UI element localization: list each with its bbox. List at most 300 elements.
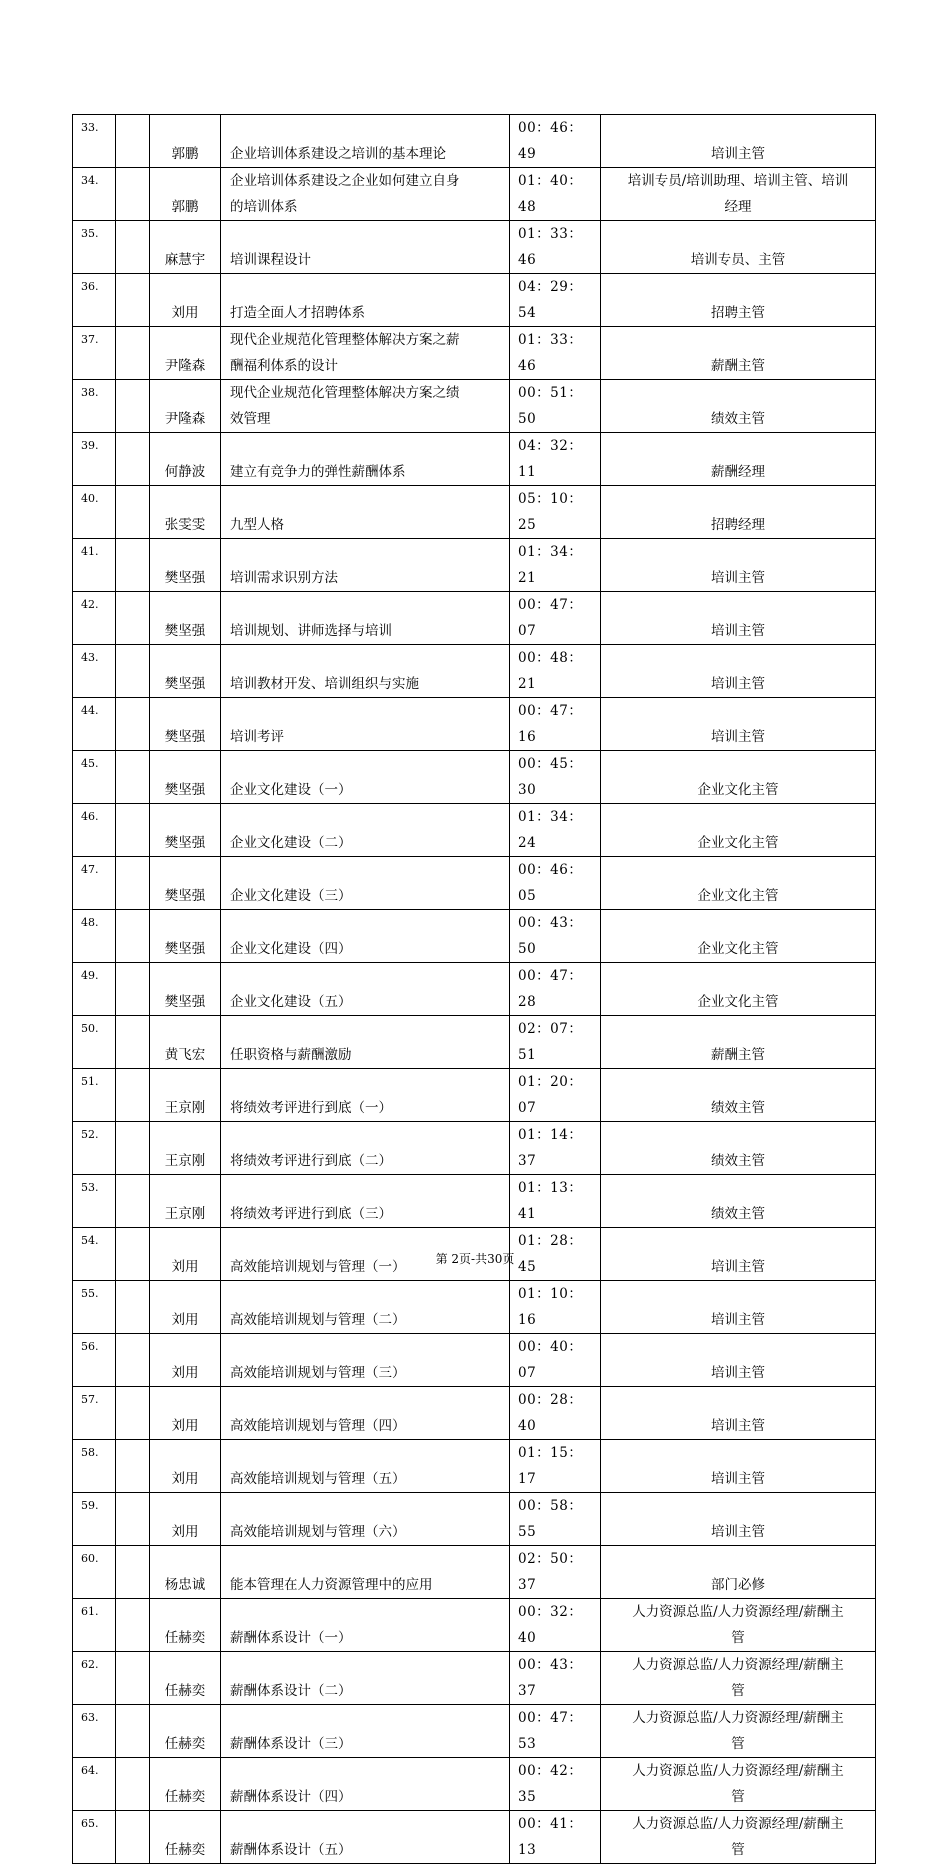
row-number: 35. [73, 221, 116, 274]
target-audience [601, 1016, 876, 1069]
table-row [73, 1811, 876, 1864]
course-duration: 01：28：45 [510, 1228, 601, 1281]
target-audience-line: 培训主管 [711, 1259, 765, 1275]
course-title-line: 现代企业规范化管理整体解决方案之绩 [230, 385, 460, 401]
course-title [221, 1493, 510, 1546]
target-audience-line: 培训主管 [711, 623, 765, 639]
course-title-line: 薪酬体系设计（四） [230, 1789, 352, 1805]
table-row [73, 115, 876, 168]
course-title-line: 九型人格 [230, 517, 284, 533]
lecturer-name: 任赫奕 [150, 1811, 221, 1864]
target-audience [601, 1387, 876, 1440]
course-title [221, 1069, 510, 1122]
target-audience [601, 645, 876, 698]
course-title-line: 薪酬体系设计（三） [230, 1736, 352, 1752]
target-audience [601, 1175, 876, 1228]
table-row [73, 1652, 876, 1705]
course-title [221, 1546, 510, 1599]
row-number: 56. [73, 1334, 116, 1387]
course-title [221, 804, 510, 857]
lecturer-name: 麻慧宇 [150, 221, 221, 274]
blank-cell [116, 1493, 150, 1546]
course-title-line: 企业培训体系建设之培训的基本理论 [230, 146, 446, 162]
target-audience-line: 培训主管 [711, 676, 765, 692]
course-title [221, 1599, 510, 1652]
target-audience-line: 绩效主管 [711, 1100, 765, 1116]
target-audience [601, 1758, 876, 1811]
table-row [73, 1281, 876, 1334]
course-duration: 04：32：11 [510, 433, 601, 486]
row-number: 58. [73, 1440, 116, 1493]
target-audience-line: 培训主管 [711, 1524, 765, 1540]
lecturer-name: 任赫奕 [150, 1652, 221, 1705]
blank-cell [116, 857, 150, 910]
row-number: 34. [73, 168, 116, 221]
table-row [73, 1493, 876, 1546]
blank-cell [116, 380, 150, 433]
course-duration: 05：10：25 [510, 486, 601, 539]
blank-cell [116, 645, 150, 698]
course-title [221, 1387, 510, 1440]
course-title-line: 打造全面人才招聘体系 [230, 305, 365, 321]
target-audience-line: 薪酬主管 [711, 358, 765, 374]
course-title [221, 1440, 510, 1493]
target-audience-line: 部门必修 [711, 1577, 765, 1593]
row-number: 44. [73, 698, 116, 751]
target-audience-line: 培训主管 [711, 570, 765, 586]
row-number: 33. [73, 115, 116, 168]
course-duration: 00：47：53 [510, 1705, 601, 1758]
target-audience [601, 168, 876, 221]
course-title [221, 645, 510, 698]
target-audience-line: 绩效主管 [711, 411, 765, 427]
course-title-line: 将绩效考评进行到底（三） [230, 1206, 392, 1222]
target-audience [601, 274, 876, 327]
blank-cell [116, 433, 150, 486]
row-number: 53. [73, 1175, 116, 1228]
target-audience [601, 486, 876, 539]
row-number: 40. [73, 486, 116, 539]
lecturer-name: 杨忠诚 [150, 1546, 221, 1599]
target-audience [601, 1493, 876, 1546]
target-audience-line: 经理 [724, 199, 752, 215]
course-title [221, 486, 510, 539]
course-duration: 00：42：35 [510, 1758, 601, 1811]
target-audience-line: 培训主管 [711, 1365, 765, 1381]
course-title-line: 高效能培训规划与管理（一） [230, 1259, 406, 1275]
blank-cell [116, 592, 150, 645]
table-row [73, 751, 876, 804]
target-audience [601, 1599, 876, 1652]
lecturer-name: 樊坚强 [150, 751, 221, 804]
target-audience-line: 绩效主管 [711, 1153, 765, 1169]
course-duration: 00：47：16 [510, 698, 601, 751]
target-audience [601, 963, 876, 1016]
course-title-line: 薪酬体系设计（二） [230, 1683, 352, 1699]
lecturer-name: 樊坚强 [150, 645, 221, 698]
row-number: 57. [73, 1387, 116, 1440]
course-duration: 00：32：40 [510, 1599, 601, 1652]
course-duration: 00：41：13 [510, 1811, 601, 1864]
target-audience [601, 1069, 876, 1122]
table-row [73, 804, 876, 857]
course-duration: 00：51：50 [510, 380, 601, 433]
table-row [73, 1122, 876, 1175]
lecturer-name: 刘用 [150, 1387, 221, 1440]
target-audience-line: 薪酬经理 [711, 464, 765, 480]
course-title-line: 企业文化建设（五） [230, 994, 352, 1010]
target-audience-line: 管 [731, 1842, 745, 1858]
course-title-line: 培训需求识别方法 [230, 570, 338, 586]
row-number: 46. [73, 804, 116, 857]
lecturer-name: 樊坚强 [150, 539, 221, 592]
course-duration: 01：13：41 [510, 1175, 601, 1228]
table-row [73, 1016, 876, 1069]
row-number: 50. [73, 1016, 116, 1069]
target-audience [601, 592, 876, 645]
target-audience [601, 751, 876, 804]
course-title [221, 1334, 510, 1387]
course-title [221, 1122, 510, 1175]
target-audience [601, 115, 876, 168]
course-title [221, 327, 510, 380]
row-number: 55. [73, 1281, 116, 1334]
table-row [73, 221, 876, 274]
blank-cell [116, 1652, 150, 1705]
course-title [221, 221, 510, 274]
course-title-line: 的培训体系 [230, 199, 298, 215]
course-table [72, 114, 876, 1864]
blank-cell [116, 274, 150, 327]
row-number: 37. [73, 327, 116, 380]
target-audience [601, 1281, 876, 1334]
blank-cell [116, 1281, 150, 1334]
lecturer-name: 刘用 [150, 1228, 221, 1281]
row-number: 49. [73, 963, 116, 1016]
table-row [73, 486, 876, 539]
target-audience-line: 培训主管 [711, 1312, 765, 1328]
course-title-line: 任职资格与薪酬激励 [230, 1047, 352, 1063]
lecturer-name: 尹隆森 [150, 380, 221, 433]
target-audience-line: 薪酬主管 [711, 1047, 765, 1063]
course-title [221, 751, 510, 804]
target-audience-line: 管 [731, 1736, 745, 1752]
course-title-line: 将绩效考评进行到底（一） [230, 1100, 392, 1116]
target-audience [601, 857, 876, 910]
table-row [73, 1705, 876, 1758]
course-title-line: 培训规划、讲师选择与培训 [230, 623, 392, 639]
target-audience [601, 804, 876, 857]
row-number: 51. [73, 1069, 116, 1122]
target-audience-line: 企业文化主管 [697, 994, 779, 1010]
blank-cell [116, 1440, 150, 1493]
course-duration: 01：40：48 [510, 168, 601, 221]
course-duration: 00：40：07 [510, 1334, 601, 1387]
course-title [221, 1175, 510, 1228]
course-title-line: 培训课程设计 [230, 252, 311, 268]
course-title-line: 将绩效考评进行到底（二） [230, 1153, 392, 1169]
course-duration: 01：20：07 [510, 1069, 601, 1122]
course-duration: 01：34：21 [510, 539, 601, 592]
target-audience [601, 698, 876, 751]
blank-cell [116, 115, 150, 168]
course-duration: 01：15：17 [510, 1440, 601, 1493]
course-title [221, 380, 510, 433]
lecturer-name: 王京刚 [150, 1175, 221, 1228]
target-audience-line: 绩效主管 [711, 1206, 765, 1222]
blank-cell [116, 168, 150, 221]
course-title-line: 能本管理在人力资源管理中的应用 [230, 1577, 433, 1593]
course-title [221, 1811, 510, 1864]
table-row [73, 1546, 876, 1599]
target-audience [601, 539, 876, 592]
course-duration: 00：28：40 [510, 1387, 601, 1440]
table-row [73, 645, 876, 698]
blank-cell [116, 1546, 150, 1599]
course-title-line: 效管理 [230, 411, 271, 427]
target-audience-line: 人力资源总监/人力资源经理/薪酬主 [632, 1604, 844, 1620]
lecturer-name: 樊坚强 [150, 857, 221, 910]
target-audience-line: 培训主管 [711, 1471, 765, 1487]
course-title-line: 企业文化建设（一） [230, 782, 352, 798]
lecturer-name: 黄飞宏 [150, 1016, 221, 1069]
course-duration: 01：33：46 [510, 327, 601, 380]
lecturer-name: 樊坚强 [150, 963, 221, 1016]
target-audience [601, 910, 876, 963]
blank-cell [116, 1069, 150, 1122]
course-title-line: 企业文化建设（四） [230, 941, 352, 957]
blank-cell [116, 751, 150, 804]
table-row [73, 1758, 876, 1811]
row-number: 64. [73, 1758, 116, 1811]
course-duration: 02：07：51 [510, 1016, 601, 1069]
target-audience-line: 招聘主管 [711, 305, 765, 321]
row-number: 47. [73, 857, 116, 910]
row-number: 60. [73, 1546, 116, 1599]
row-number: 52. [73, 1122, 116, 1175]
table-row [73, 698, 876, 751]
course-title [221, 857, 510, 910]
blank-cell [116, 327, 150, 380]
lecturer-name: 张雯雯 [150, 486, 221, 539]
target-audience [601, 1440, 876, 1493]
page-footer: 第 2页-共30页 [435, 1252, 515, 1266]
course-title [221, 1758, 510, 1811]
target-audience-line: 企业文化主管 [697, 888, 779, 904]
course-duration: 00：45：30 [510, 751, 601, 804]
course-title-line: 高效能培训规划与管理（三） [230, 1365, 406, 1381]
target-audience-line: 企业文化主管 [697, 835, 779, 851]
course-duration: 00：46：49 [510, 115, 601, 168]
target-audience [601, 380, 876, 433]
course-title [221, 274, 510, 327]
blank-cell [116, 486, 150, 539]
row-number: 38. [73, 380, 116, 433]
target-audience [601, 1122, 876, 1175]
lecturer-name: 刘用 [150, 1440, 221, 1493]
target-audience [601, 1546, 876, 1599]
course-title-line: 现代企业规范化管理整体解决方案之薪 [230, 332, 460, 348]
course-title [221, 1016, 510, 1069]
blank-cell [116, 804, 150, 857]
course-title-line: 高效能培训规划与管理（六） [230, 1524, 406, 1540]
lecturer-name: 郭鹏 [150, 168, 221, 221]
blank-cell [116, 539, 150, 592]
lecturer-name: 樊坚强 [150, 910, 221, 963]
row-number: 48. [73, 910, 116, 963]
course-title [221, 115, 510, 168]
course-duration: 00：47：28 [510, 963, 601, 1016]
target-audience-line: 人力资源总监/人力资源经理/薪酬主 [632, 1710, 844, 1726]
blank-cell [116, 910, 150, 963]
target-audience-line: 人力资源总监/人力资源经理/薪酬主 [632, 1816, 844, 1832]
course-duration: 01：33：46 [510, 221, 601, 274]
table-row [73, 910, 876, 963]
row-number: 65. [73, 1811, 116, 1864]
course-title-line: 培训教材开发、培训组织与实施 [230, 676, 419, 692]
table-row [73, 1175, 876, 1228]
lecturer-name: 任赫奕 [150, 1705, 221, 1758]
course-title [221, 910, 510, 963]
row-number: 61. [73, 1599, 116, 1652]
course-duration: 02：50：37 [510, 1546, 601, 1599]
target-audience-line: 管 [731, 1630, 745, 1646]
course-title-line: 高效能培训规划与管理（二） [230, 1312, 406, 1328]
blank-cell [116, 1705, 150, 1758]
course-duration: 00：43：50 [510, 910, 601, 963]
target-audience-line: 培训专员/培训助理、培训主管、培训 [627, 173, 849, 189]
blank-cell [116, 221, 150, 274]
table-row [73, 327, 876, 380]
blank-cell [116, 1811, 150, 1864]
table-row [73, 1387, 876, 1440]
blank-cell [116, 963, 150, 1016]
table-row [73, 857, 876, 910]
target-audience-line: 培训主管 [711, 729, 765, 745]
course-title-line: 高效能培训规划与管理（五） [230, 1471, 406, 1487]
course-title [221, 433, 510, 486]
course-duration: 00：43：37 [510, 1652, 601, 1705]
table-row [73, 1069, 876, 1122]
row-number: 42. [73, 592, 116, 645]
lecturer-name: 樊坚强 [150, 592, 221, 645]
course-title [221, 1705, 510, 1758]
target-audience-line: 招聘经理 [711, 517, 765, 533]
table-row [73, 1440, 876, 1493]
row-number: 43. [73, 645, 116, 698]
table-row [73, 380, 876, 433]
course-title-line: 酬福利体系的设计 [230, 358, 338, 374]
course-title-line: 薪酬体系设计（五） [230, 1842, 352, 1858]
table-row [73, 539, 876, 592]
target-audience-line: 管 [731, 1789, 745, 1805]
target-audience-line: 培训主管 [711, 146, 765, 162]
course-title [221, 592, 510, 645]
target-audience [601, 1652, 876, 1705]
target-audience-line: 管 [731, 1683, 745, 1699]
lecturer-name: 刘用 [150, 1493, 221, 1546]
lecturer-name: 任赫奕 [150, 1758, 221, 1811]
course-title-line: 企业文化建设（三） [230, 888, 352, 904]
target-audience-line: 人力资源总监/人力资源经理/薪酬主 [632, 1657, 844, 1673]
course-title [221, 698, 510, 751]
table-row [73, 168, 876, 221]
lecturer-name: 刘用 [150, 274, 221, 327]
row-number: 62. [73, 1652, 116, 1705]
course-duration: 00：58：55 [510, 1493, 601, 1546]
table-row [73, 963, 876, 1016]
target-audience-line: 人力资源总监/人力资源经理/薪酬主 [632, 1763, 844, 1779]
target-audience [601, 1334, 876, 1387]
lecturer-name: 刘用 [150, 1281, 221, 1334]
course-duration: 00：46：05 [510, 857, 601, 910]
target-audience [601, 433, 876, 486]
lecturer-name: 王京刚 [150, 1069, 221, 1122]
course-duration: 00：47：07 [510, 592, 601, 645]
row-number: 39. [73, 433, 116, 486]
lecturer-name: 樊坚强 [150, 804, 221, 857]
blank-cell [116, 1016, 150, 1069]
course-title-line: 建立有竞争力的弹性薪酬体系 [230, 464, 406, 480]
table-row [73, 1334, 876, 1387]
course-duration: 04：29：54 [510, 274, 601, 327]
table-row [73, 592, 876, 645]
row-number: 59. [73, 1493, 116, 1546]
course-title-line: 企业文化建设（二） [230, 835, 352, 851]
row-number: 54. [73, 1228, 116, 1281]
course-title-line: 培训考评 [230, 729, 284, 745]
target-audience [601, 1811, 876, 1864]
row-number: 36. [73, 274, 116, 327]
table-row [73, 274, 876, 327]
blank-cell [116, 1334, 150, 1387]
table-row [73, 1599, 876, 1652]
lecturer-name: 何静波 [150, 433, 221, 486]
course-duration: 01：14：37 [510, 1122, 601, 1175]
row-number: 45. [73, 751, 116, 804]
course-title [221, 168, 510, 221]
course-title-line: 薪酬体系设计（一） [230, 1630, 352, 1646]
course-duration: 01：10：16 [510, 1281, 601, 1334]
lecturer-name: 任赫奕 [150, 1599, 221, 1652]
blank-cell [116, 1599, 150, 1652]
course-duration: 00：48：21 [510, 645, 601, 698]
course-table-body [73, 115, 876, 1864]
row-number: 41. [73, 539, 116, 592]
course-title [221, 539, 510, 592]
course-title-line: 高效能培训规划与管理（四） [230, 1418, 406, 1434]
course-title-line: 企业培训体系建设之企业如何建立自身 [230, 173, 460, 189]
blank-cell [116, 698, 150, 751]
row-number: 63. [73, 1705, 116, 1758]
blank-cell [116, 1758, 150, 1811]
target-audience-line: 培训主管 [711, 1418, 765, 1434]
lecturer-name: 郭鹏 [150, 115, 221, 168]
target-audience [601, 221, 876, 274]
target-audience [601, 1705, 876, 1758]
lecturer-name: 刘用 [150, 1334, 221, 1387]
course-title [221, 1652, 510, 1705]
target-audience-line: 企业文化主管 [697, 782, 779, 798]
blank-cell [116, 1122, 150, 1175]
course-title [221, 1281, 510, 1334]
table-row [73, 433, 876, 486]
blank-cell [116, 1175, 150, 1228]
target-audience-line: 培训专员、主管 [690, 252, 786, 268]
course-title [221, 963, 510, 1016]
target-audience [601, 327, 876, 380]
target-audience-line: 企业文化主管 [697, 941, 779, 957]
